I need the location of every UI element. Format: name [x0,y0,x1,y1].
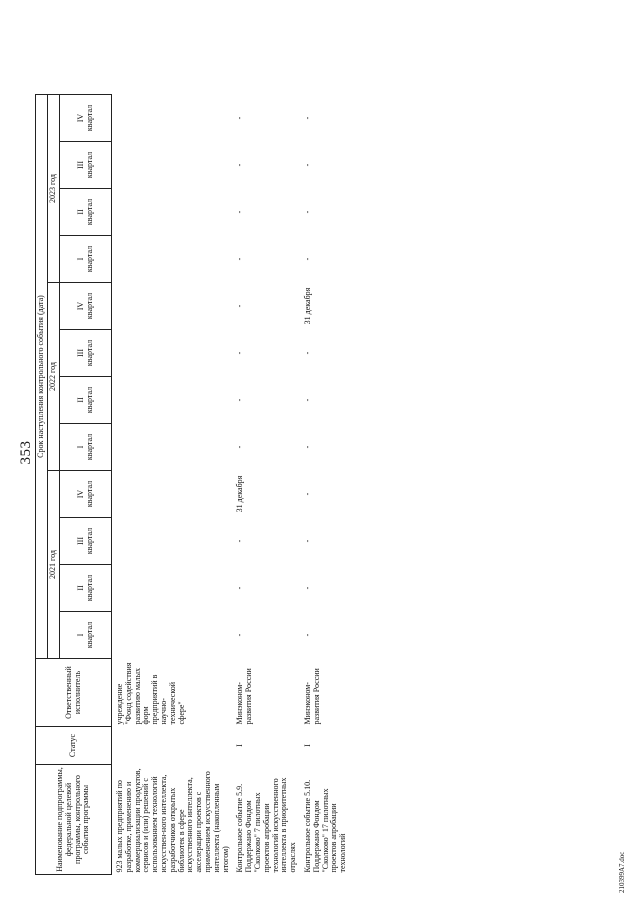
quarter-cell [112,283,233,330]
event-executor: учреждение "Фонд содействия развитию малых форм предприятий в научно-технической сфере" [115,662,186,725]
header-quarter: IV квартал [60,95,112,142]
event-name: 923 малых предприятий по разработке, применению и коммерциализации продуктов, сервисов и (или) решений с использованием технологий искусствен-ного интеллекта, разработчиков открытых библиотек в сфере искусственного интеллекта, акселерации проектов с применением искусственного интеллекта (накопленным итогом) [115,768,230,873]
header-quarter: II квартал [60,565,112,612]
quarter-cell: - [235,445,245,449]
quarter-cell: - [302,116,312,120]
quarter-cell: 31 декабря [302,287,312,325]
header-quarter: III квартал [60,330,112,377]
header-quarter: II квартал [60,189,112,236]
header-executor: Ответственный исполнитель [36,659,112,727]
quarter-cell: - [235,539,245,543]
quarter-cell: - [302,492,312,496]
header-year-2021: 2021 год [48,471,60,659]
header-quarter: I квартал [60,612,112,659]
control-events-table [35,94,350,875]
quarter-cell: - [302,586,312,590]
quarter-cell: - [302,398,312,402]
event-status [112,727,233,765]
quarter-cell: - [235,633,245,637]
header-quarter: I квартал [60,424,112,471]
quarter-cell [112,471,233,518]
header-deadline: Срок наступления контрольного события (дата) [36,95,48,659]
header-quarter: II квартал [60,377,112,424]
quarter-cell: - [235,210,245,214]
quarter-cell [112,377,233,424]
table-row [300,95,350,875]
quarter-cell [112,142,233,189]
header-quarter: I квартал [60,236,112,283]
header-name: Наименование подпрограммы, федеральной целевой программы, контрольного события программы [36,765,112,875]
quarter-cell: - [302,539,312,543]
page-number: 353 [18,440,34,465]
table-row [112,95,233,875]
quarter-cell: - [302,633,312,637]
quarter-cell: 31 декабря [235,475,245,513]
header-status: Статус [36,727,112,765]
quarter-cell [112,424,233,471]
quarter-cell: - [302,445,312,449]
quarter-cell [112,518,233,565]
quarter-cell: - [235,257,245,261]
quarter-cell: - [235,398,245,402]
quarter-cell: - [302,351,312,355]
quarter-cell: - [302,257,312,261]
quarter-cell: - [302,210,312,214]
event-name: Контрольное событие 5.10. Поддержано Фондом "Сколково" 17 пилотных проектов апробации технологий [302,779,348,873]
table-row [232,95,300,875]
quarter-cell [112,612,233,659]
quarter-cell: - [235,351,245,355]
quarter-cell: - [235,304,245,308]
header-quarter: IV квартал [60,471,112,518]
event-executor: Минэконом-развития России [235,668,254,725]
header-quarter: III квартал [60,518,112,565]
header-year-2022: 2022 год [48,283,60,471]
quarter-cell: - [235,163,245,167]
header-quarter: IV квартал [60,283,112,330]
quarter-cell [112,95,233,142]
event-name: Контрольное событие 5.9. Поддержано Фондом "Сколково" 7 пилотных проектов апробации технологий искусственного интеллекта в приоритетных отраслях [235,777,298,873]
quarter-cell: - [235,586,245,590]
quarter-cell [112,565,233,612]
quarter-cell [112,189,233,236]
quarter-cell: - [235,116,245,120]
quarter-cell [112,236,233,283]
quarter-cell [112,330,233,377]
header-year-2023: 2023 год [48,95,60,283]
event-status: I [235,744,245,747]
event-status: I [302,744,312,747]
footer-doc-code: 210399A7.doc [618,851,626,893]
header-quarter: III квартал [60,142,112,189]
event-executor: Минэконом-развития России [302,668,321,725]
quarter-cell: - [302,163,312,167]
